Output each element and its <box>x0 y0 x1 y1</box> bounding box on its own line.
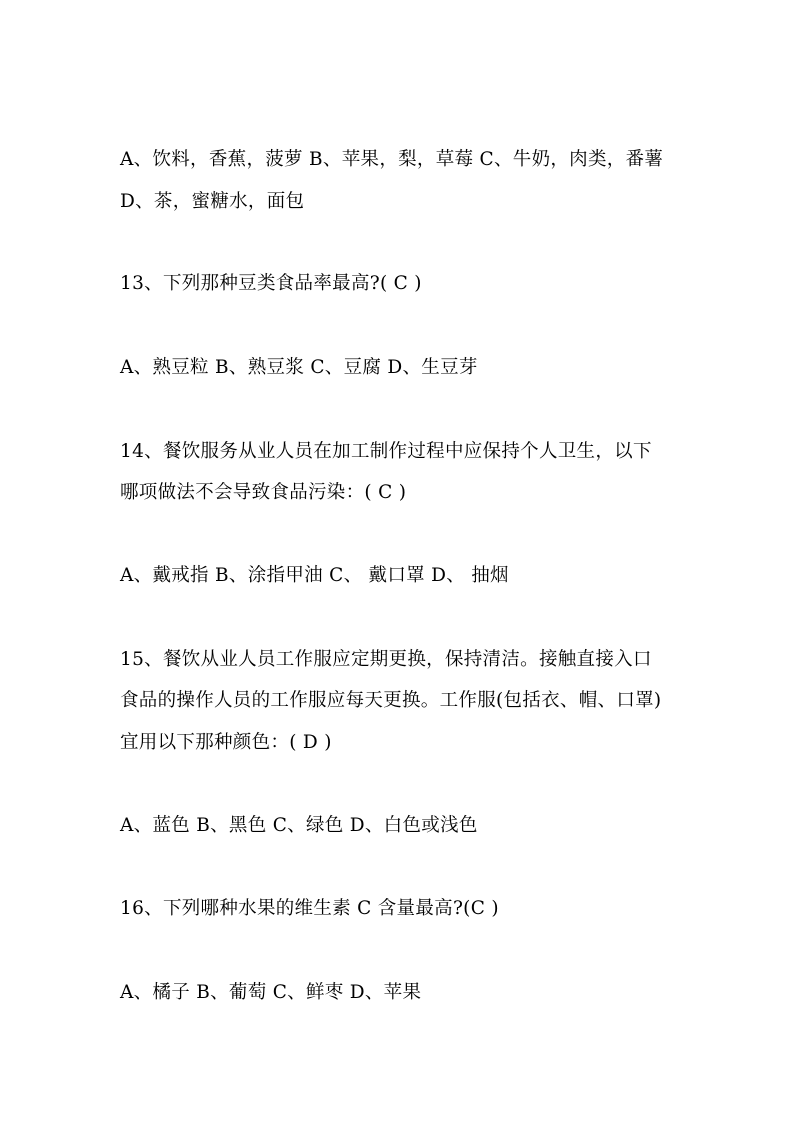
question-13: 13、下列那种豆类食品率最高?( C ) <box>120 273 422 294</box>
q12-options-line-2: D、茶，蜜糖水，面包 <box>120 191 305 212</box>
question-16: 16、下列哪种水果的维生素 C 含量最高?(C ) <box>120 898 499 919</box>
q13-options: A、熟豆粒 B、熟豆浆 C、豆腐 D、生豆芽 <box>120 357 478 378</box>
q15-options: A、蓝色 B、黑色 C、绿色 D、白色或浅色 <box>120 815 478 836</box>
q12-options-line-1: A、饮料，香蕉，菠萝 B、苹果，梨，草莓 C、牛奶，肉类，番薯 <box>120 149 664 170</box>
question-15-line-1: 15、餐饮从业人员工作服应定期更换，保持清洁。接触直接入口 <box>120 649 652 670</box>
question-14-line-2: 哪项做法不会导致食品污染：( C ) <box>120 482 407 503</box>
q16-options: A、橘子 B、葡萄 C、鲜枣 D、苹果 <box>120 982 422 1003</box>
question-15-line-2: 食品的操作人员的工作服应每天更换。工作服(包括衣、帽、口罩) <box>120 690 662 711</box>
question-15-line-3: 宜用以下那种颜色：( D ) <box>120 732 332 753</box>
q14-options: A、戴戒指 B、涂指甲油 C、 戴口罩 D、 抽烟 <box>120 565 509 586</box>
question-14-line-1: 14、餐饮服务从业人员在加工制作过程中应保持个人卫生，以下 <box>120 441 652 462</box>
